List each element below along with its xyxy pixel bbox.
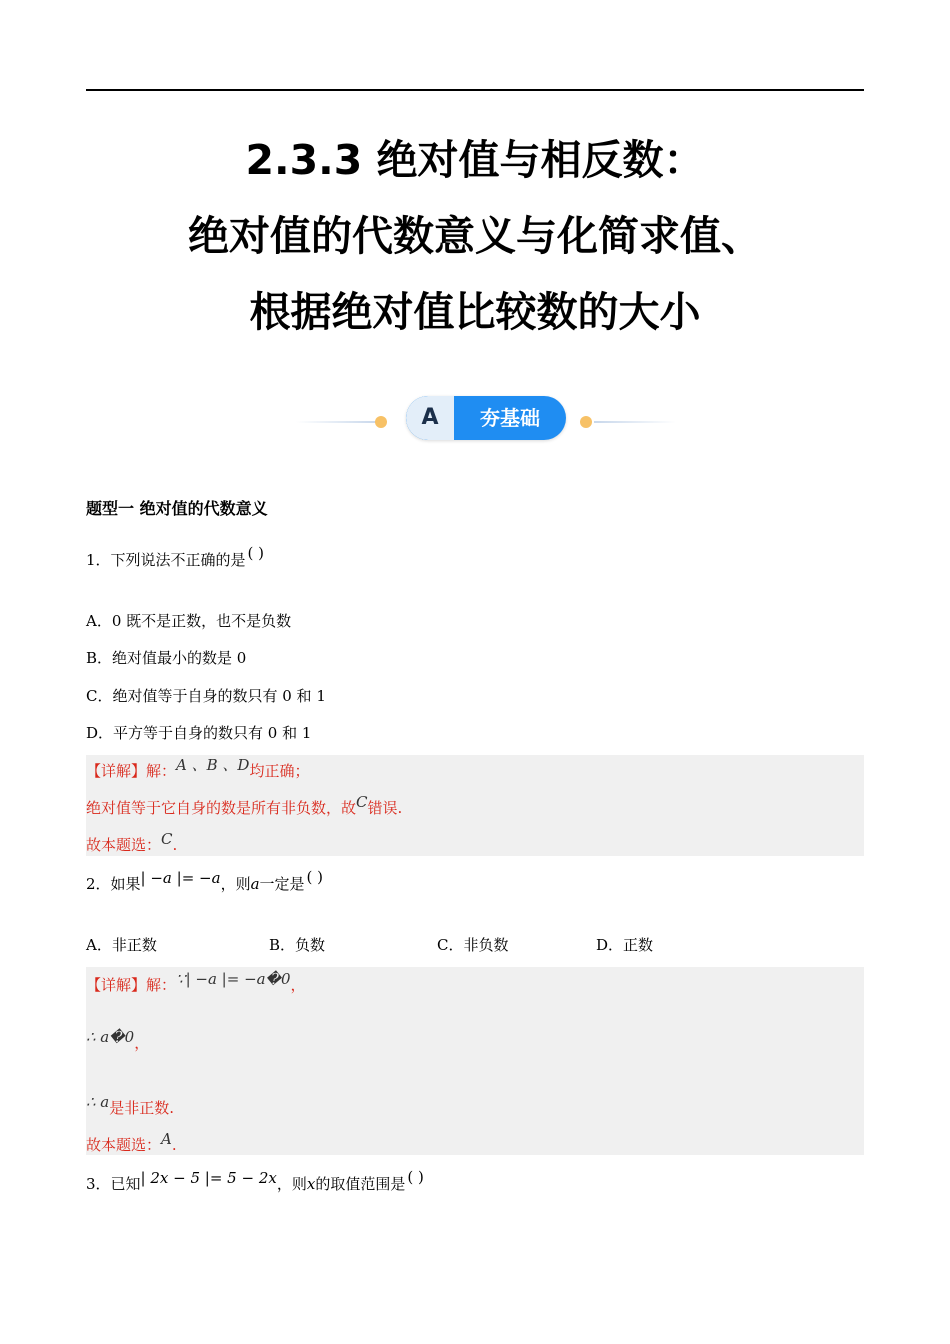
question-3-math: | 2x − 5 |= 5 − 2x (140, 1169, 277, 1187)
question-3-stem (86, 1168, 424, 1194)
answer-paren: ( ) (306, 868, 324, 886)
answer-text: 故本题选： (86, 836, 162, 854)
answer-line (86, 970, 306, 995)
top-rule (86, 89, 864, 91)
page-title-line-2: 绝对值的代数意义与化简求值、 (188, 212, 762, 260)
answer-line (86, 1130, 177, 1155)
answer-math: ∴ a (86, 1093, 110, 1111)
answer-tag: 【详解】 (86, 762, 147, 780)
banner-letter: A (421, 405, 439, 430)
answer-line (86, 793, 403, 818)
question-2-option-a: A．非正数 (86, 936, 157, 954)
question-1-option-a: A．0 既不是正数，也不是负数 (86, 612, 292, 630)
question-1-option-d: D．平方等于自身的数只有 0 和 1 (86, 724, 312, 742)
question-3-text: ，则 (276, 1175, 307, 1193)
question-2-text: 2．如果 (86, 875, 141, 893)
answer-line (86, 1028, 150, 1053)
question-2-answer-box (86, 967, 864, 1155)
answer-math: C (161, 830, 173, 848)
answer-tag: 【详解】 (86, 976, 147, 994)
answer-line (86, 830, 178, 855)
answer-text: 解： (146, 976, 177, 994)
answer-text: ， (290, 976, 306, 994)
page-title-line-3: 根据绝对值比较数的大小 (249, 288, 701, 336)
answer-paren: ( ) (407, 1168, 424, 1186)
question-2-stem (86, 868, 324, 894)
answer-text: ， (134, 1034, 150, 1052)
answer-paren: ( ) (247, 544, 265, 562)
question-3-text: 的取值范围是 (315, 1175, 406, 1193)
question-2-option-d: D．正数 (596, 936, 654, 954)
question-1-text: 1．下列说法不正确的是 (86, 551, 246, 569)
question-1-option-b: B．绝对值最小的数是 0 (86, 649, 247, 667)
banner-pill (406, 396, 566, 440)
answer-math: A (161, 1130, 172, 1148)
answer-text: 故本题选： (86, 1136, 162, 1154)
answer-text: 是非正数. (109, 1099, 175, 1117)
answer-text: 绝对值等于它自身的数是所有非负数，故 (86, 799, 357, 817)
banner-right-line (594, 421, 676, 423)
question-1-answer-box (86, 755, 864, 856)
question-1-option-c: C．绝对值等于自身的数只有 0 和 1 (86, 687, 326, 705)
question-2-text: 一定是 (259, 875, 305, 893)
banner-right-dot (580, 416, 592, 428)
answer-line (86, 1093, 175, 1118)
question-2-option-c: C．非负数 (437, 936, 509, 954)
question-2-math: | −a |= −a (140, 869, 221, 887)
answer-line (86, 756, 310, 781)
banner-left-line (296, 421, 378, 423)
answer-text: 解： (146, 762, 177, 780)
answer-text: 均正确； (249, 762, 310, 780)
question-3-var: x (306, 1175, 316, 1193)
question-2-var: a (250, 875, 260, 893)
answer-math: ∴ a�0 (86, 1028, 135, 1046)
question-2-option-b: B．负数 (269, 936, 326, 954)
answer-math: A 、B 、D (176, 756, 250, 774)
answer-text: 错误. (367, 799, 403, 817)
section-heading: 题型一 绝对值的代数意义 (86, 499, 268, 518)
banner-text: 夯基础 (480, 406, 540, 430)
level-banner (296, 396, 676, 442)
question-2-text: ，则 (220, 875, 251, 893)
answer-math: ∵| −a |= −a�0 (176, 970, 291, 988)
answer-math: C (356, 793, 368, 811)
answer-text: . (171, 1136, 177, 1154)
answer-text: . (172, 836, 178, 854)
banner-left-dot (375, 416, 387, 428)
page-title-line-1: 2.3.3 绝对值与相反数： (245, 136, 705, 184)
question-3-text: 3．已知 (86, 1175, 141, 1193)
question-1-stem (86, 544, 265, 570)
